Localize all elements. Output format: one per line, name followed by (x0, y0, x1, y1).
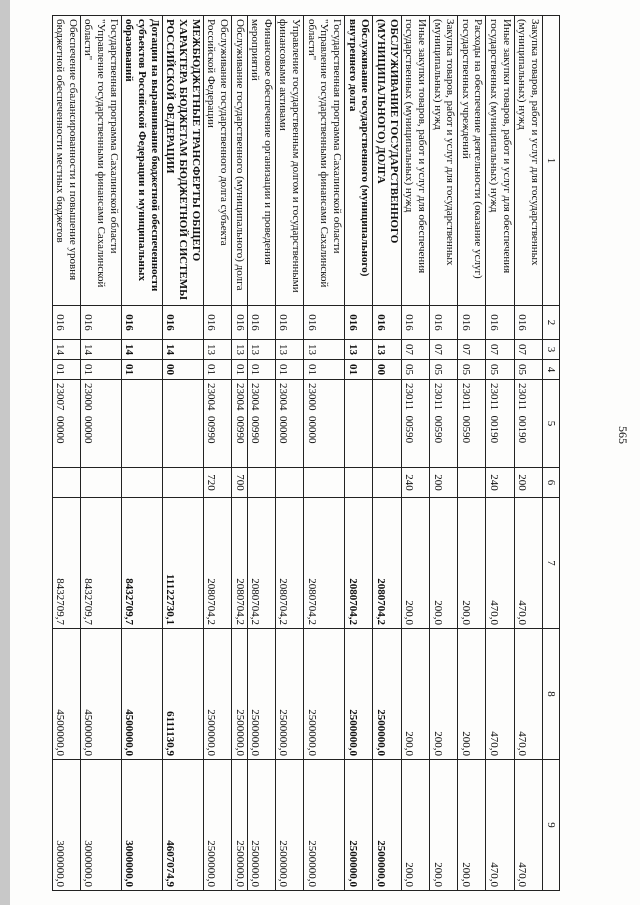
row-amount-col8: 2500000,0 (203, 629, 231, 760)
row-code-section: 07 (486, 340, 514, 360)
row-amount-col7: 2080704,2 (373, 498, 401, 629)
row-code-target-direction: 00000 (82, 416, 95, 444)
table-row (203, 16, 231, 891)
row-code-target (52, 380, 80, 468)
row-code-type: 240 (401, 468, 429, 498)
row-code-section: 13 (247, 340, 275, 360)
row-code-section: 07 (514, 340, 542, 360)
row-amount-col8: 2500000,0 (275, 629, 303, 760)
row-code-target-program: 23000 (305, 383, 318, 411)
row-code-target (247, 380, 275, 468)
budget-table (52, 15, 560, 891)
table-row (121, 16, 162, 891)
row-code-target-direction: 00590 (403, 415, 416, 444)
row-code-target-program: 23004 (205, 383, 218, 411)
row-code-subsection: 01 (304, 360, 345, 380)
row-code-target-direction: 00990 (233, 416, 246, 444)
table-row (231, 16, 247, 891)
row-code-target-direction: 00190 (516, 415, 529, 444)
row-code-ministry: 016 (231, 306, 247, 340)
row-amount-col9: 2500000,0 (203, 760, 231, 891)
table-row (247, 16, 275, 891)
row-amount-col8: 200,0 (458, 629, 486, 760)
row-amount-col8: 2500000,0 (247, 629, 275, 760)
row-code-ministry: 016 (345, 306, 373, 340)
row-code-target-direction: 00590 (431, 415, 444, 444)
row-code-ministry: 016 (80, 306, 121, 340)
row-code-subsection: 01 (203, 360, 231, 380)
row-code-target-direction: 00990 (205, 416, 218, 444)
row-amount-col9: 2500000,0 (247, 760, 275, 891)
row-amount-col7: 2080704,2 (203, 498, 231, 629)
row-amount-col7: 8432709,7 (121, 498, 162, 629)
row-code-type (304, 468, 345, 498)
column-header: 3 (543, 340, 560, 360)
row-amount-col7: 2080704,2 (275, 498, 303, 629)
row-code-subsection: 01 (345, 360, 373, 380)
row-name: Обслуживание государственного (муниципального) внутреннего долга (345, 16, 373, 306)
row-code-target-program: 23011 (431, 383, 444, 411)
row-amount-col8: 200,0 (429, 629, 457, 760)
row-amount-col8: 200,0 (401, 629, 429, 760)
row-amount-col8: 2500000,0 (373, 629, 401, 760)
row-name: Обслуживание государственного (муниципального) долга (231, 16, 247, 306)
row-code-target-program: 23007 (54, 383, 67, 411)
row-code-type (275, 468, 303, 498)
row-amount-col9: 200,0 (401, 760, 429, 891)
budget-table-sheet (0, 15, 560, 890)
row-code-section: 07 (401, 340, 429, 360)
row-code-target-direction: 00000 (305, 416, 318, 444)
row-name: Обслуживание государственного долга субъекта Российской Федерации (203, 16, 231, 306)
row-code-section: 07 (429, 340, 457, 360)
row-amount-col8: 2500000,0 (231, 629, 247, 760)
table-row (345, 16, 373, 891)
row-name: Закупка товаров, работ и услуг для государственных (муниципальных) нужд (429, 16, 457, 306)
row-code-section: 14 (121, 340, 162, 360)
row-code-target-program: 23004 (277, 383, 290, 411)
row-name: Закупка товаров, работ и услуг для государственных (муниципальных) нужд (514, 16, 542, 306)
row-name: МЕЖБЮДЖЕТНЫЕ ТРАНСФЕРТЫ ОБЩЕГО ХАРАКТЕРА БЮДЖЕТАМ БЮДЖЕТНОЙ СИСТЕМЫ РОССИЙСКОЙ ФЕДЕРАЦИИ (162, 16, 203, 306)
row-code-section: 13 (231, 340, 247, 360)
row-code-subsection: 01 (247, 360, 275, 380)
table-row (486, 16, 514, 891)
row-name: Иные закупки товаров, работ и услуг для обеспечения государственных (муниципальных) нужд (401, 16, 429, 306)
row-code-section: 13 (275, 340, 303, 360)
row-code-type (345, 468, 373, 498)
row-code-target (203, 380, 231, 468)
row-amount-col7: 470,0 (514, 498, 542, 629)
row-code-ministry: 016 (373, 306, 401, 340)
table-row (401, 16, 429, 891)
row-code-type (458, 468, 486, 498)
row-amount-col9: 200,0 (429, 760, 457, 891)
column-header: 4 (543, 360, 560, 380)
row-code-subsection: 01 (80, 360, 121, 380)
row-code-type: 200 (514, 468, 542, 498)
row-code-type (373, 468, 401, 498)
header-row (543, 16, 560, 891)
row-code-type (80, 468, 121, 498)
column-header: 9 (543, 760, 560, 891)
row-amount-col9: 470,0 (514, 760, 542, 891)
row-code-subsection: 05 (458, 360, 486, 380)
row-amount-col9: 2500000,0 (373, 760, 401, 891)
row-amount-col9: 3000000,0 (80, 760, 121, 891)
row-code-ministry: 016 (247, 306, 275, 340)
row-code-section: 14 (162, 340, 203, 360)
row-amount-col9: 2500000,0 (275, 760, 303, 891)
row-code-subsection: 01 (121, 360, 162, 380)
row-amount-col9: 2500000,0 (345, 760, 373, 891)
row-amount-col8: 470,0 (486, 629, 514, 760)
column-header: 6 (543, 468, 560, 498)
column-header: 1 (543, 16, 560, 306)
row-code-subsection: 05 (486, 360, 514, 380)
row-code-target-direction: 00000 (54, 416, 67, 444)
row-code-type (121, 468, 162, 498)
row-code-ministry: 016 (121, 306, 162, 340)
row-name: Финансовое обеспечение организации и проведения мероприятий (247, 16, 275, 306)
row-code-section: 13 (304, 340, 345, 360)
column-header: 7 (543, 498, 560, 629)
row-name: Обеспечение сбалансированности и повышение уровня бюджетной обеспеченности местных бюджетов (52, 16, 80, 306)
row-code-subsection: 01 (231, 360, 247, 380)
row-code-target (401, 380, 429, 468)
row-code-type (247, 468, 275, 498)
table-row (373, 16, 401, 891)
row-code-subsection: 01 (275, 360, 303, 380)
row-amount-col8: 4500000,0 (80, 629, 121, 760)
row-name: Государственная программа Сахалинской области "Управление государственными финансами Сахалинской области" (304, 16, 345, 306)
row-amount-col9: 2500000,0 (231, 760, 247, 891)
row-amount-col7: 8432709,7 (52, 498, 80, 629)
row-amount-col9: 2500000,0 (304, 760, 345, 891)
row-code-target (458, 380, 486, 468)
row-amount-col7: 200,0 (458, 498, 486, 629)
row-code-ministry: 016 (275, 306, 303, 340)
row-amount-col7: 8432709,7 (80, 498, 121, 629)
row-code-target (486, 380, 514, 468)
row-amount-col7: 2080704,2 (231, 498, 247, 629)
row-amount-col7: 2080704,2 (304, 498, 345, 629)
row-code-target (275, 380, 303, 468)
row-name: ОБСЛУЖИВАНИЕ ГОСУДАРСТВЕННОГО (МУНИЦИПАЛЬНОГО) ДОЛГА (373, 16, 401, 306)
row-code-target (429, 380, 457, 468)
row-amount-col8: 2500000,0 (304, 629, 345, 760)
row-code-ministry: 016 (486, 306, 514, 340)
row-amount-col9: 3000000,0 (121, 760, 162, 891)
table-row (458, 16, 486, 891)
row-code-subsection: 00 (162, 360, 203, 380)
row-code-type: 200 (429, 468, 457, 498)
table-row (80, 16, 121, 891)
row-code-type: 720 (203, 468, 231, 498)
row-code-target-direction: 00590 (459, 415, 472, 444)
row-code-section: 13 (203, 340, 231, 360)
row-amount-col9: 4607074,9 (162, 760, 203, 891)
row-code-target-direction: 00000 (277, 416, 290, 444)
column-header: 2 (543, 306, 560, 340)
table-row (52, 16, 80, 891)
row-code-ministry: 016 (304, 306, 345, 340)
row-code-type (52, 468, 80, 498)
row-code-target (121, 380, 162, 468)
row-code-subsection: 05 (429, 360, 457, 380)
row-amount-col7: 2080704,2 (345, 498, 373, 629)
row-code-target-program: 23011 (516, 383, 529, 411)
row-code-target-program: 23004 (233, 383, 246, 411)
row-code-subsection: 01 (52, 360, 80, 380)
row-code-ministry: 016 (52, 306, 80, 340)
row-code-type: 700 (231, 468, 247, 498)
row-amount-col8: 4500000,0 (121, 629, 162, 760)
row-code-ministry: 016 (203, 306, 231, 340)
row-name: Иные закупки товаров, работ и услуг для обеспечения государственных (муниципальных) нужд (486, 16, 514, 306)
row-code-subsection: 00 (373, 360, 401, 380)
row-code-target-program: 23011 (488, 383, 501, 411)
row-code-subsection: 05 (401, 360, 429, 380)
row-code-type: 240 (486, 468, 514, 498)
row-name: Дотации на выравнивание бюджетной обеспеченности субъектов Российской Федерации и муниципальных образований (121, 16, 162, 306)
row-amount-col9: 470,0 (486, 760, 514, 891)
row-code-target (514, 380, 542, 468)
row-code-type (162, 468, 203, 498)
row-code-section: 13 (373, 340, 401, 360)
row-code-target (345, 380, 373, 468)
table-row (514, 16, 542, 891)
row-name: Управление государственным долгом и государственными финансовыми активами (275, 16, 303, 306)
table-row (162, 16, 203, 891)
row-code-target (304, 380, 345, 468)
table-row (429, 16, 457, 891)
column-header: 8 (543, 629, 560, 760)
row-code-target-program: 23011 (459, 383, 472, 411)
row-amount-col8: 6111130,9 (162, 629, 203, 760)
row-code-target (80, 380, 121, 468)
row-code-section: 14 (52, 340, 80, 360)
row-code-target-program: 23004 (249, 383, 262, 411)
row-code-ministry: 016 (401, 306, 429, 340)
row-code-ministry: 016 (458, 306, 486, 340)
row-code-target (231, 380, 247, 468)
row-amount-col9: 3000000,0 (52, 760, 80, 891)
row-code-ministry: 016 (162, 306, 203, 340)
row-code-target-direction: 00990 (249, 416, 262, 444)
row-amount-col9: 200,0 (458, 760, 486, 891)
row-amount-col7: 11122730,1 (162, 498, 203, 629)
row-amount-col7: 470,0 (486, 498, 514, 629)
row-code-target-program: 23011 (403, 383, 416, 411)
row-code-target (373, 380, 401, 468)
row-code-section: 13 (345, 340, 373, 360)
row-amount-col8: 2500000,0 (345, 629, 373, 760)
column-header: 5 (543, 380, 560, 468)
row-code-target-direction: 00190 (488, 415, 501, 444)
row-code-subsection: 05 (514, 360, 542, 380)
row-amount-col8: 4500000,0 (52, 629, 80, 760)
row-amount-col8: 470,0 (514, 629, 542, 760)
row-code-ministry: 016 (429, 306, 457, 340)
row-name: Расходы на обеспечение деятельности (оказание услуг) государственных учреждений (458, 16, 486, 306)
row-amount-col7: 200,0 (401, 498, 429, 629)
row-code-section: 07 (458, 340, 486, 360)
row-code-target (162, 380, 203, 468)
row-code-ministry: 016 (514, 306, 542, 340)
table-row (275, 16, 303, 891)
row-amount-col7: 200,0 (429, 498, 457, 629)
page-number: 565 (616, 426, 630, 444)
row-amount-col7: 2080704,2 (247, 498, 275, 629)
row-code-section: 14 (80, 340, 121, 360)
row-code-target-program: 23000 (82, 383, 95, 411)
table-row (304, 16, 345, 891)
row-name: Государственная программа Сахалинской области "Управление государственными финансами Сахалинской области" (80, 16, 121, 306)
